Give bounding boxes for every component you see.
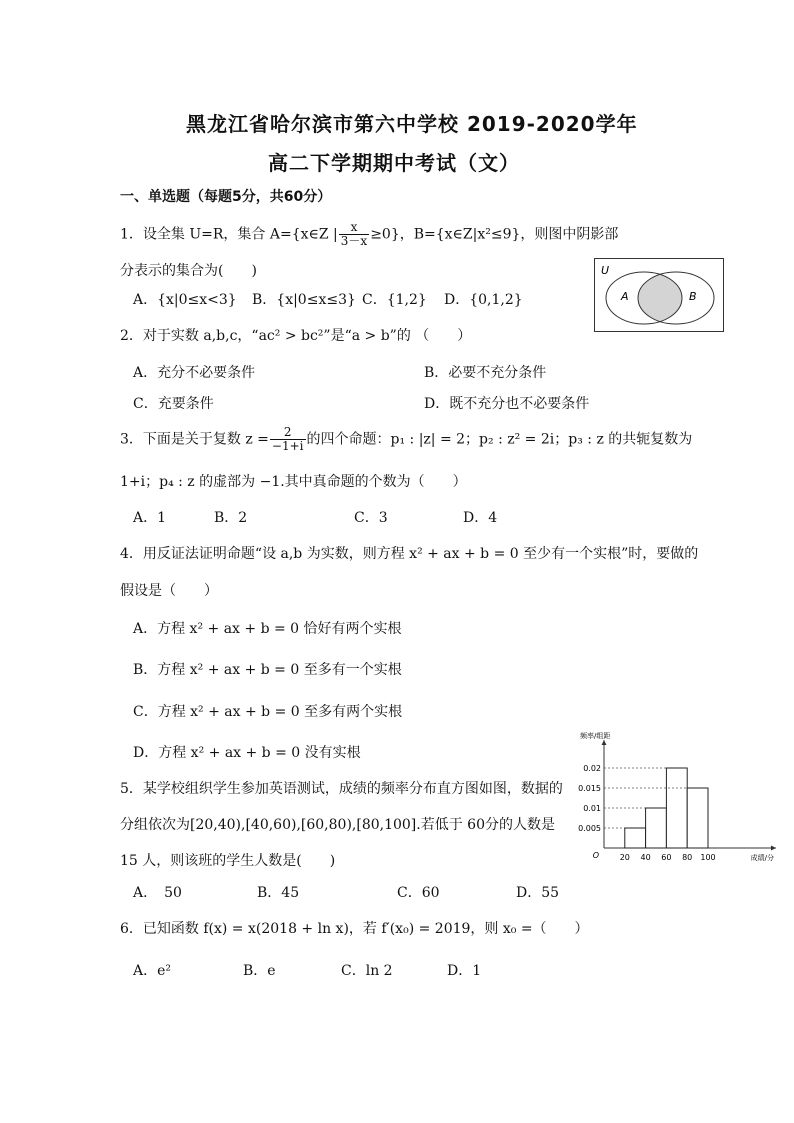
q6-option-d: D．1 xyxy=(447,963,482,979)
histogram-bar xyxy=(666,768,687,848)
q1-option-b: B．{x|0≤x≤3} xyxy=(252,292,356,308)
q6-option-b: B．e xyxy=(243,963,276,979)
histogram-origin-label: O xyxy=(592,851,599,860)
q1-frac-den: 3－x xyxy=(340,234,368,248)
histogram-x-tick-label: 60 xyxy=(661,853,672,862)
histogram-x-tick-label: 20 xyxy=(619,853,630,862)
q5-option-d: D．55 xyxy=(516,885,560,901)
histogram-x-axis-label: 成绩/分 xyxy=(750,854,774,862)
histogram-y-tick-label: 0.01 xyxy=(583,804,601,813)
q2-option-b: B．必要不充分条件 xyxy=(424,365,547,381)
q4-option-a: A．方程 x² + ax + b = 0 恰好有两个实根 xyxy=(133,621,402,637)
q1-frac-num: x xyxy=(339,221,369,235)
question-3-line-2: 1+i；p₄ : z 的虚部为 −1.其中真命题的个数为（ ） xyxy=(120,474,467,490)
q3-option-d: D．4 xyxy=(463,510,498,526)
question-6: 6．已知函数 f(x) = x(2018 + ln x)，若 f′(x₀) = 2019，则 x₀ =（ ） xyxy=(120,921,589,937)
histogram-bar xyxy=(625,828,646,848)
q1-tail: ≥0}，B={x∈Z|x²≤9}，则图中阴影部 xyxy=(370,226,619,243)
q1-option-d: D．{0,1,2} xyxy=(444,292,523,308)
title-line-1: 黑龙江省哈尔滨市第六中学校 2019-2020学年 xyxy=(186,112,638,136)
question-5-line-2: 分组依次为[20,40),[40,60),[60,80),[80,100].若低于 60分的人数是 xyxy=(120,817,555,833)
q5-option-c: C．60 xyxy=(397,885,440,901)
histogram-bar xyxy=(646,808,667,848)
q3-option-b: B．2 xyxy=(214,510,248,526)
venn-label-u: U xyxy=(601,264,610,277)
title-line-2: 高二下学期期中考试（文） xyxy=(268,151,520,175)
q3-frac-num: 2 xyxy=(270,426,306,440)
y-axis-arrow-icon xyxy=(602,740,607,745)
q3-lead: 3．下面是关于复数 z = xyxy=(120,431,269,448)
question-3-line-1 xyxy=(120,426,692,453)
q3-fraction xyxy=(270,426,306,453)
q2-option-d: D．既不充分也不必要条件 xyxy=(424,396,590,412)
q6-option-c: C．ln 2 xyxy=(341,963,393,979)
q3-option-c: C．3 xyxy=(354,510,388,526)
section-heading: 一、单选题（每题5分，共60分） xyxy=(120,189,332,205)
question-1-line-1 xyxy=(120,221,618,248)
q3-option-a: A．1 xyxy=(133,510,167,526)
x-axis-arrow-icon xyxy=(771,846,776,851)
frequency-histogram xyxy=(576,728,786,866)
question-5-line-3: 15 人，则该班的学生人数是( ) xyxy=(120,853,336,869)
question-2: 2．对于实数 a,b,c，“ac² > bc²”是“a > b”的 （ ） xyxy=(120,328,472,344)
q5-option-a: A． 50 xyxy=(133,885,182,901)
q2-option-a: A．充分不必要条件 xyxy=(133,365,256,381)
q4-option-d: D．方程 x² + ax + b = 0 没有实根 xyxy=(133,745,361,761)
venn-label-b: B xyxy=(689,290,697,303)
histogram-y-tick-label: 0.02 xyxy=(583,764,601,773)
q3-tail: 的四个命题：p₁ : |z| = 2；p₂ : z² = 2i；p₃ : z 的共轭复数为 xyxy=(306,431,693,448)
histogram-x-tick-label: 80 xyxy=(682,853,693,862)
q5-option-b: B．45 xyxy=(257,885,300,901)
q1-option-a: A．{x|0≤x<3} xyxy=(133,292,237,308)
question-1-line-2: 分表示的集合为( ) xyxy=(120,263,257,279)
q3-frac-den: −1+i xyxy=(271,439,304,453)
histogram-y-tick-label: 0.005 xyxy=(578,824,601,833)
q1-option-c: C．{1,2} xyxy=(362,292,427,308)
venn-label-a: A xyxy=(621,290,629,303)
question-5-line-1: 5．某学校组织学生参加英语测试，成绩的频率分布直方图如图，数据的 xyxy=(120,781,563,797)
question-4-line-1: 4．用反证法证明命题“设 a,b 为实数，则方程 x² + ax + b = 0 至少有一个实根”时，要做的 xyxy=(120,546,699,562)
histogram-y-axis-label: 频率/组距 xyxy=(580,732,611,740)
q6-option-a: A．e² xyxy=(133,963,172,979)
histogram-y-tick-label: 0.015 xyxy=(578,784,601,793)
q1-lead: 1．设全集 U=R，集合 A={x∈Z | xyxy=(120,226,338,243)
question-4-line-2: 假设是（ ） xyxy=(120,583,218,599)
histogram-x-tick-label: 100 xyxy=(700,853,716,862)
histogram-x-tick-label: 40 xyxy=(640,853,651,862)
q2-option-c: C．充要条件 xyxy=(133,396,214,412)
q4-option-b: B．方程 x² + ax + b = 0 至多有一个实根 xyxy=(133,662,402,678)
venn-diagram xyxy=(594,258,724,332)
q1-fraction xyxy=(339,221,369,248)
histogram-bar xyxy=(687,788,708,848)
q4-option-c: C．方程 x² + ax + b = 0 至多有两个实根 xyxy=(133,704,403,720)
